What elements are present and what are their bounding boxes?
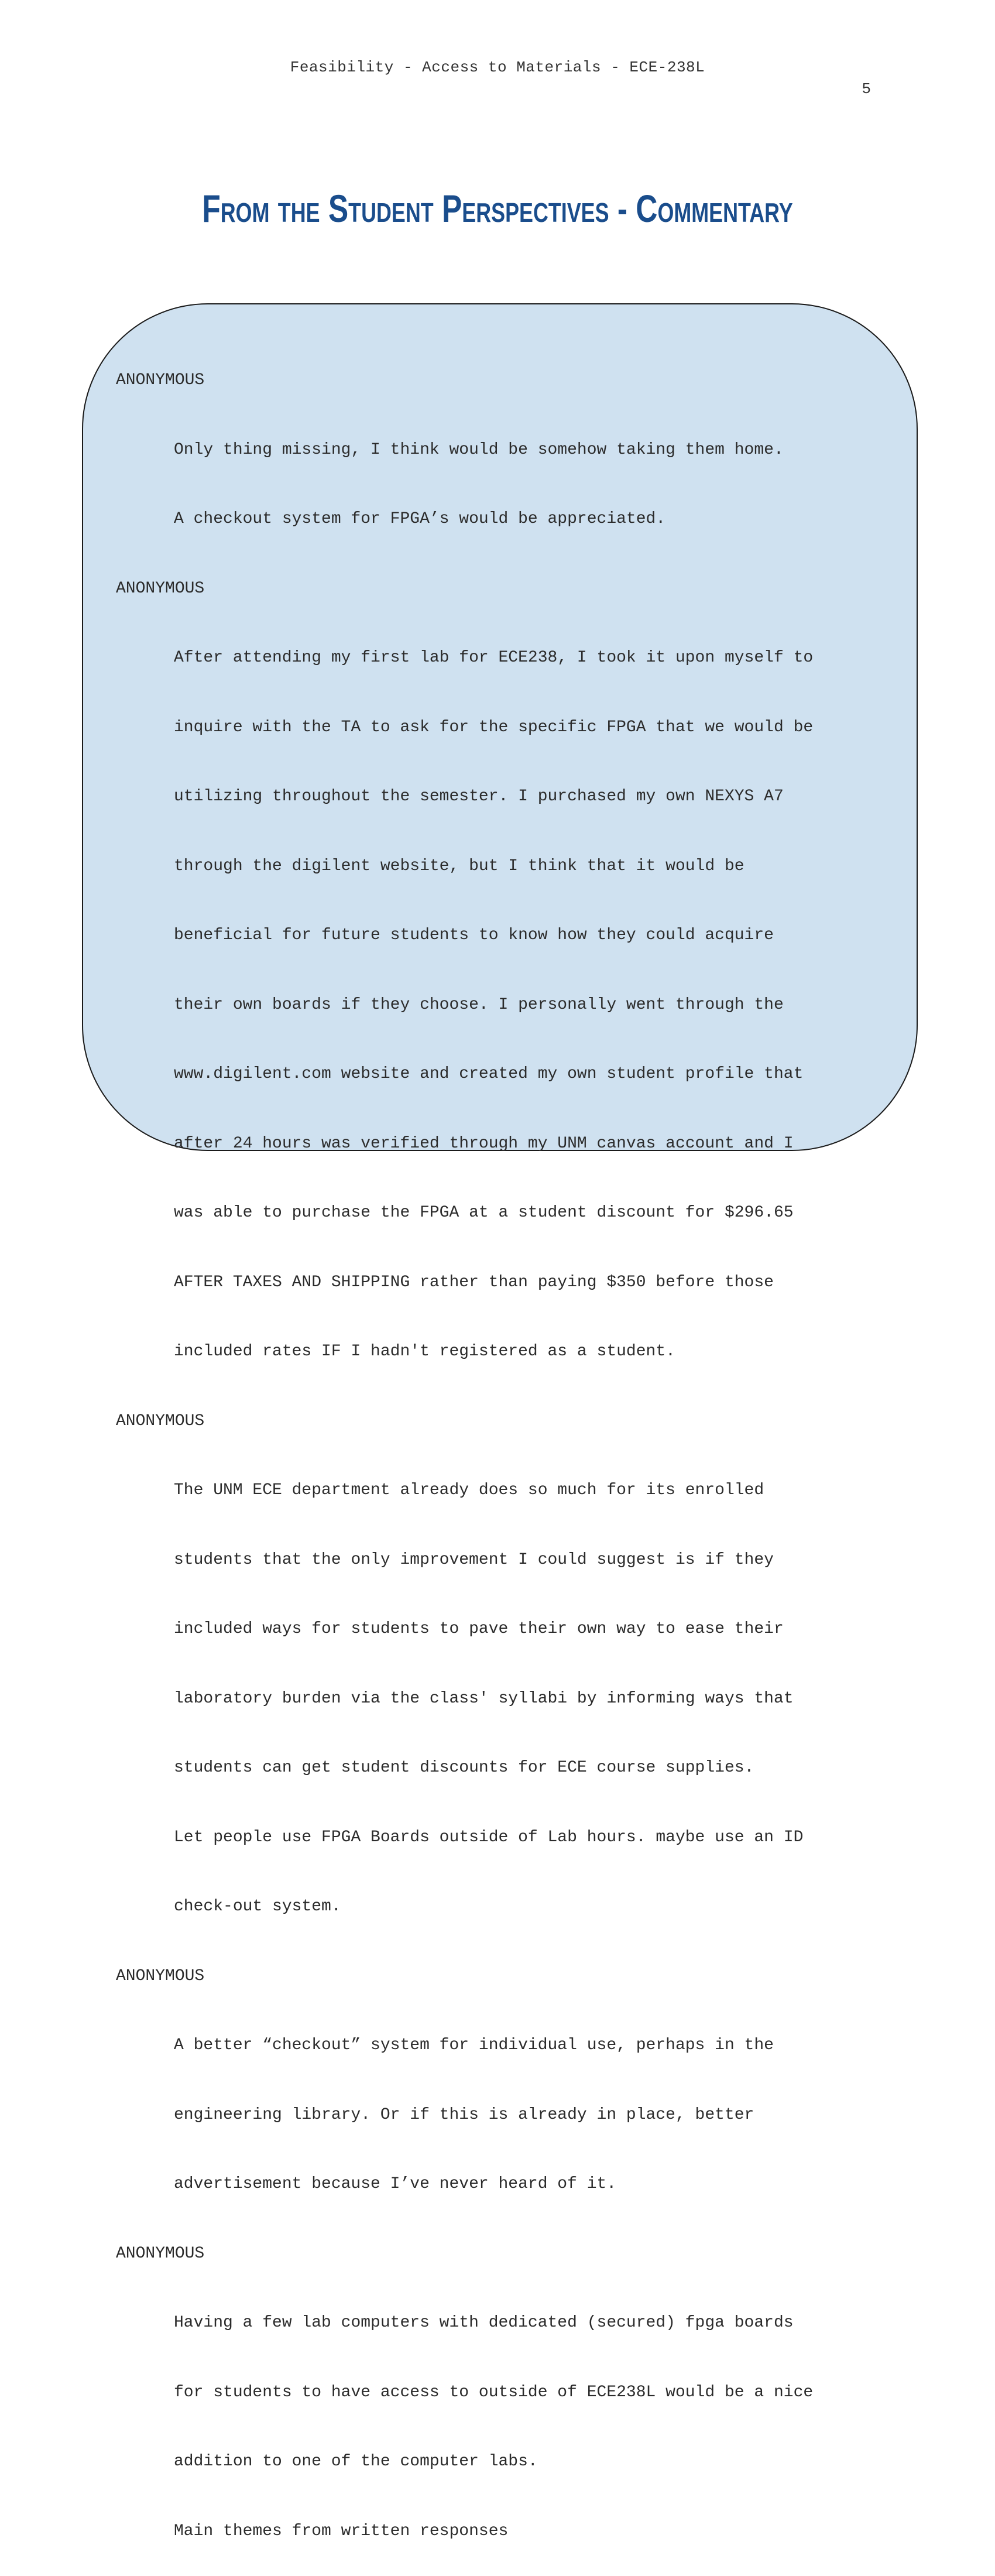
section-title: From the Student Perspectives - Commentary <box>109 186 886 231</box>
comment-line: Only thing missing, I think would be somehow taking them home. <box>174 439 900 462</box>
comment-line: engineering library. Or if this is already in place, better <box>174 2104 900 2127</box>
comment-author: ANONYMOUS <box>116 1965 900 1988</box>
comment-author: ANONYMOUS <box>116 1410 900 1433</box>
comment-text <box>116 600 900 1410</box>
comment-line: The UNM ECE department already does so much for its enrolled <box>174 1479 900 1502</box>
comment-line: Main themes from written responses <box>174 2520 900 2543</box>
comment-line: beneficial for future students to know how they could acquire <box>174 924 900 947</box>
comment-line: www.digilent.com website and created my own student profile that <box>174 1063 900 1086</box>
comment-2 <box>116 577 900 1410</box>
comment-line: included rates IF I hadn't registered as a student. <box>174 1340 900 1364</box>
comment-line: laboratory burden via the class' syllabi by informing ways that <box>174 1687 900 1711</box>
comment-line: check-out system. <box>174 1895 900 1919</box>
comment-line: included ways for students to pave their own way to ease their <box>174 1618 900 1641</box>
comment-line: through the digilent website, but I think that it would be <box>174 855 900 878</box>
comment-line: Having a few lab computers with dedicated (secured) fpga boards <box>174 2311 900 2335</box>
comment-line: A better “checkout” system for individual use, perhaps in the <box>174 2034 900 2057</box>
comment-line: inquire with the TA to ask for the specific FPGA that we would be <box>174 716 900 739</box>
comment-line: utilizing throughout the semester. I purchased my own NEXYS A7 <box>174 785 900 809</box>
comment-line: students that the only improvement I could suggest is if they <box>174 1549 900 1572</box>
running-header: Feasibility - Access to Materials - ECE-238L <box>0 59 995 76</box>
comment-text <box>116 1433 900 1965</box>
comment-line: after 24 hours was verified through my UNM canvas account and I <box>174 1132 900 1156</box>
comment-text <box>116 392 900 577</box>
comment-line: AFTER TAXES AND SHIPPING rather than paying $350 before those <box>174 1271 900 1294</box>
comment-line: addition to one of the computer labs. <box>174 2450 900 2474</box>
comment-author: ANONYMOUS <box>116 369 900 392</box>
page-number: 5 <box>862 80 871 98</box>
comment-text <box>116 2265 900 2576</box>
comment-line: students can get student discounts for ECE course supplies. <box>174 1756 900 1780</box>
comment-line: A checkout system for FPGA’s would be appreciated. <box>174 508 900 531</box>
comment-line: Let people use FPGA Boards outside of Lab hours. maybe use an ID <box>174 1826 900 1849</box>
comment-author: ANONYMOUS <box>116 2242 900 2266</box>
comment-1 <box>116 369 900 577</box>
comment-author: ANONYMOUS <box>116 577 900 601</box>
comment-list <box>116 369 900 2576</box>
comment-line: After attending my first lab for ECE238, I took it upon myself to <box>174 646 900 670</box>
comment-line: advertisement because I’ve never heard of it. <box>174 2173 900 2196</box>
comment-5 <box>116 2242 900 2576</box>
comment-line: for students to have access to outside of ECE238L would be a nice <box>174 2381 900 2404</box>
comment-4 <box>116 1965 900 2242</box>
comment-line: was able to purchase the FPGA at a student discount for $296.65 <box>174 1201 900 1225</box>
comment-text <box>116 1988 900 2242</box>
comment-3 <box>116 1410 900 1965</box>
comment-line: their own boards if they choose. I personally went through the <box>174 994 900 1017</box>
